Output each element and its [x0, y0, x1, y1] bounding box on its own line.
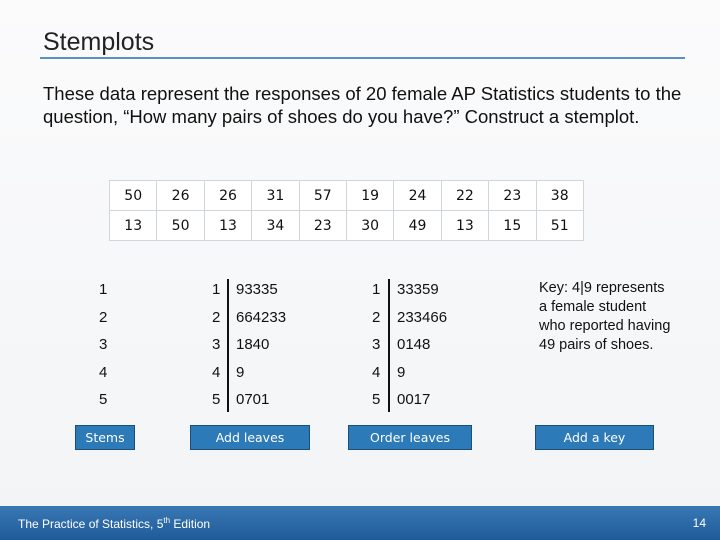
leaf-values: 0017 [397, 391, 431, 408]
table-cell: 31 [252, 181, 299, 211]
footer-bar [0, 506, 720, 540]
edition-label: Edition [170, 517, 211, 531]
edition-ordinal: th [163, 516, 171, 525]
stem-value: 5 [99, 391, 108, 408]
stems-button[interactable]: Stems [75, 425, 135, 450]
stem-value: 1 [212, 281, 221, 298]
table-cell: 19 [346, 181, 393, 211]
stem-value: 4 [212, 363, 221, 381]
order-leaves-button[interactable]: Order leaves [348, 425, 472, 450]
table-cell: 51 [536, 211, 583, 241]
stem-divider [227, 279, 229, 412]
stem-value: 2 [372, 308, 381, 326]
table-cell: 50 [110, 181, 157, 211]
table-cell: 23 [489, 181, 536, 211]
table-cell: 15 [489, 211, 536, 241]
table-cell: 49 [394, 211, 441, 241]
title-divider [40, 57, 685, 59]
leaf-values: 233466 [397, 308, 448, 326]
stem-value: 3 [212, 336, 221, 353]
stemplot-key: Key: 4|9 represents a female student who reported having 49 pairs of shoes. [539, 280, 671, 353]
table-cell: 24 [394, 181, 441, 211]
table-cell: 50 [157, 211, 204, 241]
stem-value: 2 [99, 308, 108, 326]
stem-value: 3 [372, 336, 381, 353]
add-key-button[interactable]: Add a key [535, 425, 654, 450]
stems-column [99, 276, 107, 414]
table-cell: 13 [441, 211, 488, 241]
intro-text: These data represent the responses of 20 female AP Statistics students to the question, “How many pairs of shoes do you have?” Construct a stemplot. [43, 83, 682, 127]
table-cell: 13 [110, 211, 157, 241]
page-number: 14 [692, 516, 706, 530]
stems-column [372, 276, 380, 414]
stem-value: 3 [99, 336, 108, 353]
table-row [110, 181, 584, 211]
stem-value: 4 [372, 363, 381, 381]
stem-value: 5 [372, 391, 381, 408]
leaves-column [397, 276, 447, 414]
leaf-values: 9 [397, 363, 406, 381]
table-cell: 13 [204, 211, 251, 241]
table-cell: 38 [536, 181, 583, 211]
stem-value: 4 [99, 363, 108, 381]
table-cell: 22 [441, 181, 488, 211]
table-row [110, 211, 584, 241]
leaf-values: 664233 [236, 308, 287, 326]
book-title: The Practice of Statistics, 5 [18, 517, 164, 531]
stem-value: 5 [212, 391, 221, 408]
leaf-values: 0148 [397, 336, 431, 353]
stem-value: 2 [212, 308, 221, 326]
leaf-values: 0701 [236, 391, 270, 408]
table-cell: 57 [299, 181, 346, 211]
stems-column [212, 276, 220, 414]
table-cell: 30 [346, 211, 393, 241]
footer-book-title [18, 516, 210, 531]
data-table [109, 180, 584, 241]
stem-value: 1 [372, 281, 381, 298]
leaf-values: 1840 [236, 336, 270, 353]
table-cell: 34 [252, 211, 299, 241]
leaf-values: 9 [236, 363, 245, 381]
leaf-values: 93335 [236, 281, 278, 298]
stem-divider [388, 279, 390, 412]
slide-title: Stemplots [43, 28, 155, 56]
leaf-values: 33359 [397, 281, 439, 298]
leaves-column [236, 276, 286, 414]
table-cell: 26 [204, 181, 251, 211]
add-leaves-button[interactable]: Add leaves [190, 425, 310, 450]
stem-value: 1 [99, 281, 108, 298]
table-cell: 23 [299, 211, 346, 241]
table-cell: 26 [157, 181, 204, 211]
